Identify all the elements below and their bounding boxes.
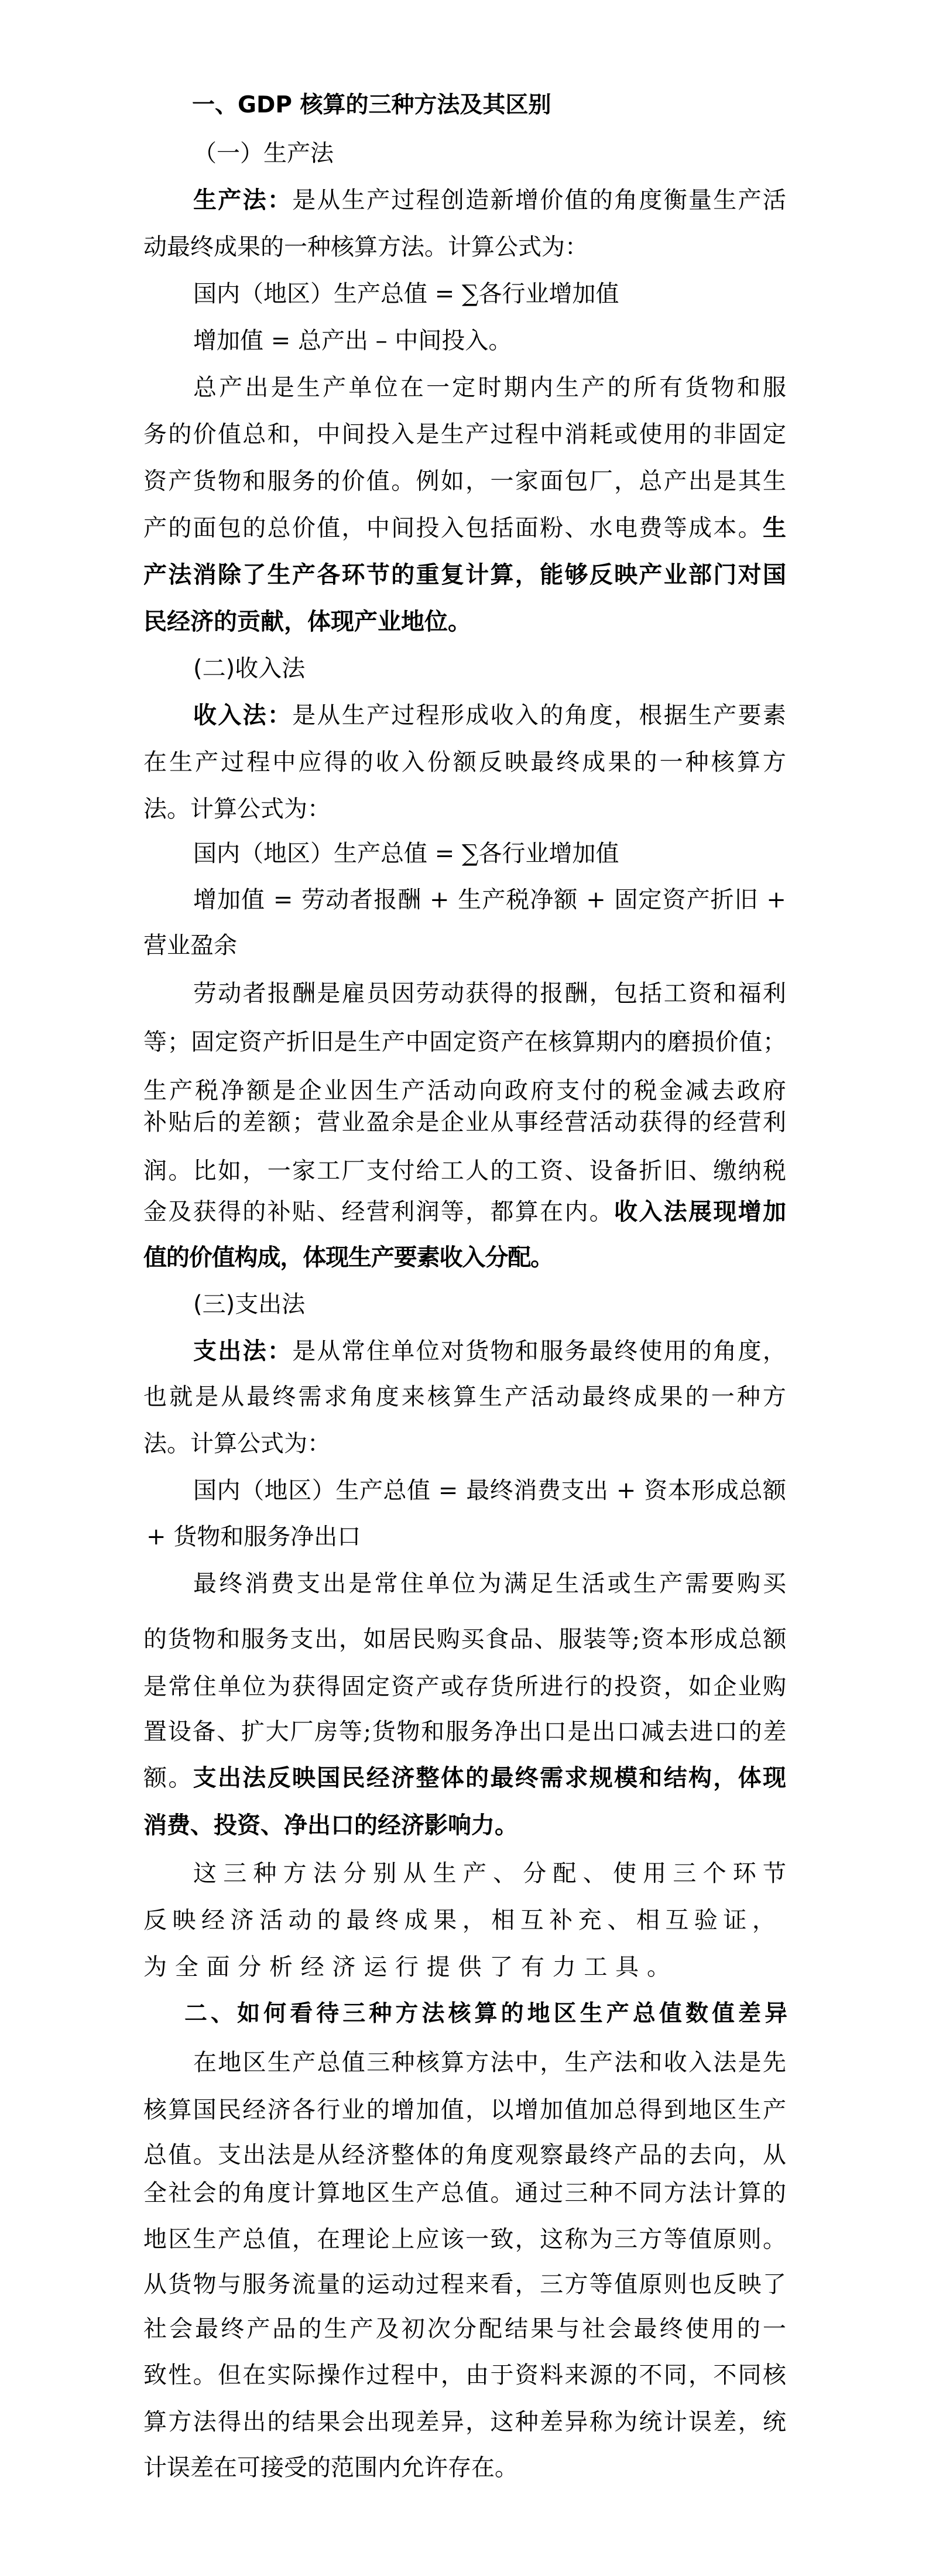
paragraph-line (146, 1519, 361, 1554)
paragraph-line (143, 1760, 787, 1796)
paragraph-line (193, 370, 789, 405)
bold-text-span: 二、如何看待三种方法核算的地区生产总值数值差异 (184, 2000, 791, 2027)
text-span: 产的面包的总价值，中间投入包括面粉、水电费等成本。 (143, 515, 763, 542)
text-span: 社会最终产品的生产及初次分配结果与社会最终使用的一 (143, 2315, 789, 2342)
text-span: 营业盈余 (143, 932, 237, 959)
text-span: 法。计算公式为： (143, 796, 331, 823)
text-span: 在生产过程中应得的收入份额反映最终成果的一种核算方 (143, 749, 789, 776)
paragraph-line (143, 1808, 518, 1843)
text-span: 的货物和服务支出，如居民购买食品、服装等;资本形成总额 (143, 1626, 788, 1653)
text-span: 反映经济活动的最终成果，相互补充、相互验证， (143, 1907, 781, 1934)
subsection-heading (193, 1287, 305, 1322)
paragraph-line (143, 2176, 787, 2211)
text-span: 计误差在可接受的范围内允许存在。 (143, 2454, 518, 2481)
bold-text-span: 生产法： (193, 186, 293, 214)
text-span: 置设备、扩大厂房等;货物和服务净出口是出口减去进口的差 (143, 1718, 788, 1745)
bold-text-span: 产法消除了生产各环节的重复计算，能够反映产业部门对国 (143, 561, 788, 588)
paragraph-line (143, 1379, 789, 1414)
paragraph-line (143, 2137, 787, 2173)
text-span: 国内（地区）生产总值 = ∑各行业增加值 (193, 840, 619, 867)
paragraph-line (143, 1714, 787, 1749)
paragraph-line (143, 417, 787, 452)
text-span: 额。 (143, 1765, 193, 1791)
text-span: (二)收入法 (193, 655, 306, 682)
text-span: 总值。支出法是从经济整体的角度观察最终产品的去向，从 (143, 2142, 788, 2169)
bold-text-span: 一、GDP 核算的三种方法及其区别 (192, 92, 551, 118)
paragraph-line (193, 1566, 789, 1601)
paragraph-line (143, 1426, 331, 1461)
paragraph-line (143, 464, 787, 499)
paragraph-line (193, 882, 787, 917)
paragraph-line (143, 1105, 787, 1140)
bold-text-span: 民经济的贡献，体现产业地位。 (143, 608, 471, 635)
text-span: 补贴后的差额；营业盈余是企业从事经营活动获得的经营利 (143, 1109, 788, 1136)
text-span: 是从常住单位对货物和服务最终使用的角度， (292, 1338, 788, 1365)
paragraph-line (143, 1194, 787, 1229)
paragraph-line (193, 698, 787, 733)
paragraph-line (143, 1240, 553, 1275)
text-span: 资产货物和服务的价值。例如，一家面包厂，总产出是其生 (143, 468, 788, 495)
paragraph-line (143, 1073, 789, 1108)
text-span: 润。比如，一家工厂支付给工人的工资、设备折旧、缴纳税 (143, 1157, 788, 1184)
paragraph-line (193, 183, 787, 218)
text-span: 增加值 = 总产出 – 中间投入。 (193, 327, 512, 354)
paragraph-line (143, 745, 789, 780)
paragraph-line (143, 2092, 787, 2128)
text-span: 这三种方法分别从生产、分配、使用三个环节 (193, 1860, 793, 1887)
text-span: 是常住单位为获得固定资产或存货所进行的投资，如企业购 (143, 1673, 788, 1700)
bold-text-span: 值的价值构成，体现生产要素收入分配。 (143, 1244, 554, 1271)
section-heading (192, 88, 551, 123)
bold-text-span: 支出法反映国民经济整体的最终需求规模和结构，体现 (193, 1764, 788, 1791)
text-span: 算方法得出的结果会出现差异，这种差异称为统计误差，统 (143, 2409, 788, 2435)
paragraph-line (143, 1622, 787, 1657)
text-span: 是从生产过程形成收入的角度，根据生产要素 (292, 702, 788, 729)
paragraph-line (143, 1025, 787, 1060)
text-span: 全社会的角度计算地区生产总值。通过三种不同方法计算的 (143, 2180, 788, 2207)
paragraph-line (193, 276, 619, 311)
text-span: 等；固定资产折旧是生产中固定资产在核算期内的磨损价值； (143, 1029, 787, 1056)
bold-text-span: 消费、投资、净出口的经济影响力。 (143, 1811, 518, 1839)
paragraph-line (143, 2267, 787, 2302)
bold-text-span: 收入法展现增加 (614, 1198, 788, 1225)
text-span: 是从生产过程创造新增价值的角度衡量生产活 (292, 187, 788, 214)
text-span: 在地区生产总值三种核算方法中，生产法和收入法是先 (193, 2049, 788, 2076)
paragraph-line (143, 511, 787, 546)
text-span: 从货物与服务流量的运动过程来看，三方等值原则也反映了 (143, 2271, 788, 2298)
text-span: 国内（地区）生产总值 = ∑各行业增加值 (193, 280, 619, 307)
text-span: 地区生产总值，在理论上应该一致，这称为三方等值原则。 (143, 2226, 788, 2253)
text-span: 最终消费支出是常住单位为满足生活或生产需要购买 (193, 1570, 789, 1597)
text-span: 务的价值总和，中间投入是生产过程中消耗或使用的非固定 (143, 421, 788, 448)
text-span: 法。计算公式为： (143, 1430, 331, 1457)
paragraph-line (143, 1950, 678, 1985)
text-span: 致性。但在实际操作过程中，由于资料来源的不同，不同核 (143, 2362, 788, 2389)
paragraph-line (143, 604, 471, 639)
text-span: 也就是从最终需求角度来核算生产活动最终成果的一种方 (143, 1383, 789, 1410)
paragraph-line (193, 1334, 787, 1369)
text-span: + 货物和服务净出口 (146, 1523, 361, 1550)
paragraph-line (143, 2311, 789, 2347)
text-span: 金及获得的补贴、经营利润等，都算在内。 (143, 1198, 615, 1225)
bold-text-span: 支出法： (193, 1337, 293, 1365)
text-span: 国内（地区）生产总值 = 最终消费支出 + 资本形成总额 (193, 1477, 787, 1504)
text-span: (三)支出法 (193, 1291, 306, 1318)
text-span: 核算国民经济各行业的增加值，以增加值加总得到地区生产 (143, 2097, 788, 2123)
paragraph-line (143, 1903, 781, 1938)
paragraph-line (193, 1856, 793, 1891)
text-span: 生产税净额是企业因生产活动向政府支付的税金减去政府 (143, 1077, 789, 1104)
text-span: 劳动者报酬是雇员因劳动获得的报酬，包括工资和福利 (193, 980, 788, 1007)
paragraph-line (143, 2358, 787, 2393)
subsection-heading (193, 651, 305, 686)
paragraph-line (193, 323, 512, 358)
paragraph-line (143, 2222, 787, 2257)
text-span: 增加值 = 劳动者报酬 + 生产税净额 + 固定资产折旧 + (193, 886, 787, 913)
paragraph-line (193, 2045, 787, 2080)
paragraph-line (143, 557, 787, 592)
paragraph-line (193, 1473, 787, 1508)
paragraph-line (143, 1669, 787, 1704)
section-heading (184, 1996, 791, 2032)
paragraph-line (143, 1153, 787, 1188)
text-span: 动最终成果的一种核算方法。计算公式为： (143, 234, 588, 261)
bold-text-span: 生 (763, 514, 788, 542)
paragraph-line (193, 836, 619, 871)
paragraph-line (143, 2404, 787, 2440)
text-span: （一）生产法 (193, 140, 334, 167)
paragraph-line (143, 792, 331, 827)
paragraph-line (143, 928, 237, 963)
text-span: 为全面分析经济运行提供了有力工具。 (143, 1954, 678, 1981)
paragraph-line (143, 2450, 518, 2485)
subsection-heading (193, 136, 334, 171)
paragraph-line (193, 976, 787, 1011)
paragraph-line (143, 229, 588, 265)
bold-text-span: 收入法： (193, 701, 293, 729)
text-span: 总产出是生产单位在一定时期内生产的所有货物和服 (193, 374, 789, 401)
